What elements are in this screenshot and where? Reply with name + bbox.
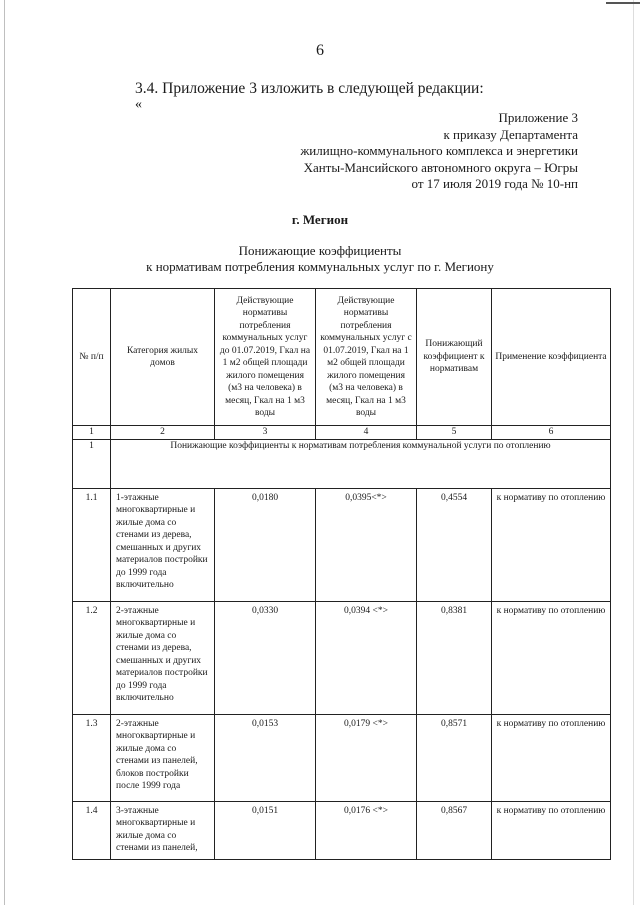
appendix-line: жилищно-коммунального комплекса и энергетики xyxy=(300,143,578,158)
table-row xyxy=(73,714,611,801)
appendix-line: к приказу Департамента xyxy=(443,126,578,142)
row-number: 1.1 xyxy=(73,488,111,601)
header-coefficient: Понижающий коэффициент к нормативам xyxy=(417,289,492,426)
row-category: 3-этажные многоквартирные и жилые дома со стенами из панелей, xyxy=(111,801,215,859)
row-coefficient: 0,4554 xyxy=(417,488,492,601)
section-number: 1 xyxy=(73,439,111,488)
row-number: 1.3 xyxy=(73,714,111,801)
table-header-row xyxy=(73,289,611,426)
scan-edge-mark xyxy=(606,2,640,4)
table-title xyxy=(0,243,640,274)
section-text: Понижающие коэффициенты к нормативам потребления коммунальной услуги по отоплению xyxy=(111,439,611,488)
row-application: к нормативу по отоплению xyxy=(492,601,611,714)
title-line: к нормативам потребления коммунальных услуг по г. Мегиону xyxy=(146,258,494,274)
header-norm-before: Действующие нормативы потребления коммунальных услуг до 01.07.2019, Гкал на 1 м2 общей площади жилого помещения (м3 на человека) в месяц, Гкал на 1 м3 воды xyxy=(215,289,316,426)
coefficients-table xyxy=(72,288,611,860)
row-application: к нормативу по отоплению xyxy=(492,801,611,859)
section-heading: 3.4. Приложение 3 изложить в следующей редакции: xyxy=(135,80,484,97)
appendix-line: Ханты-Мансийского автономного округа – Югры xyxy=(303,159,578,175)
table-row xyxy=(73,601,611,714)
section-row xyxy=(73,439,611,488)
row-application: к нормативу по отоплению xyxy=(492,714,611,801)
column-index: 3 xyxy=(215,426,316,440)
header-category: Категория жилых домов xyxy=(111,289,215,426)
row-norm-before: 0,0330 xyxy=(215,601,316,714)
column-index-row xyxy=(73,426,611,440)
header-norm-after: Действующие нормативы потребления коммунальных услуг с 01.07.2019, Гкал на 1 м2 общей площади жилого помещения (м3 на человека) в месяц, Гкал на 1 м3 воды xyxy=(316,289,417,426)
column-index: 4 xyxy=(316,426,417,440)
row-application: к нормативу по отоплению xyxy=(492,488,611,601)
column-index: 2 xyxy=(111,426,215,440)
row-norm-before: 0,0180 xyxy=(215,488,316,601)
page-number: 6 xyxy=(316,42,324,59)
row-category: 2-этажные многоквартирные и жилые дома со стенами из панелей, блоков постройки после 1999 года xyxy=(111,714,215,801)
row-category: 2-этажные многоквартирные и жилые дома со стенами из дерева, смешанных и других материалов постройки до 1999 года включительно xyxy=(111,601,215,714)
scan-edge-left xyxy=(4,0,5,905)
row-category: 1-этажные многоквартирные и жилые дома со стенами из дерева, смешанных и других материалов постройки до 1999 года включительно xyxy=(111,488,215,601)
row-coefficient: 0,8381 xyxy=(417,601,492,714)
header-number: № п/п xyxy=(73,289,111,426)
row-norm-after: 0,0179 <*> xyxy=(316,714,417,801)
row-norm-before: 0,0151 xyxy=(215,801,316,859)
appendix-reference xyxy=(300,110,578,193)
appendix-line: Приложение 3 xyxy=(498,110,578,125)
row-number: 1.2 xyxy=(73,601,111,714)
appendix-line: от 17 июля 2019 года № 10-нп xyxy=(411,176,578,191)
header-application: Применение коэффициента xyxy=(492,289,611,426)
row-number: 1.4 xyxy=(73,801,111,859)
row-norm-before: 0,0153 xyxy=(215,714,316,801)
row-coefficient: 0,8567 xyxy=(417,801,492,859)
column-index: 6 xyxy=(492,426,611,440)
title-line: Понижающие коэффициенты xyxy=(238,243,402,258)
column-index: 1 xyxy=(73,426,111,440)
row-coefficient: 0,8571 xyxy=(417,714,492,801)
column-index: 5 xyxy=(417,426,492,440)
row-norm-after: 0,0176 <*> xyxy=(316,801,417,859)
row-norm-after: 0,0395<*> xyxy=(316,488,417,601)
scan-edge-right xyxy=(633,0,634,905)
opening-quote: « xyxy=(135,97,142,112)
table-row xyxy=(73,488,611,601)
row-norm-after: 0,0394 <*> xyxy=(316,601,417,714)
table-row xyxy=(73,801,611,859)
city-title: г. Мегион xyxy=(291,212,349,227)
